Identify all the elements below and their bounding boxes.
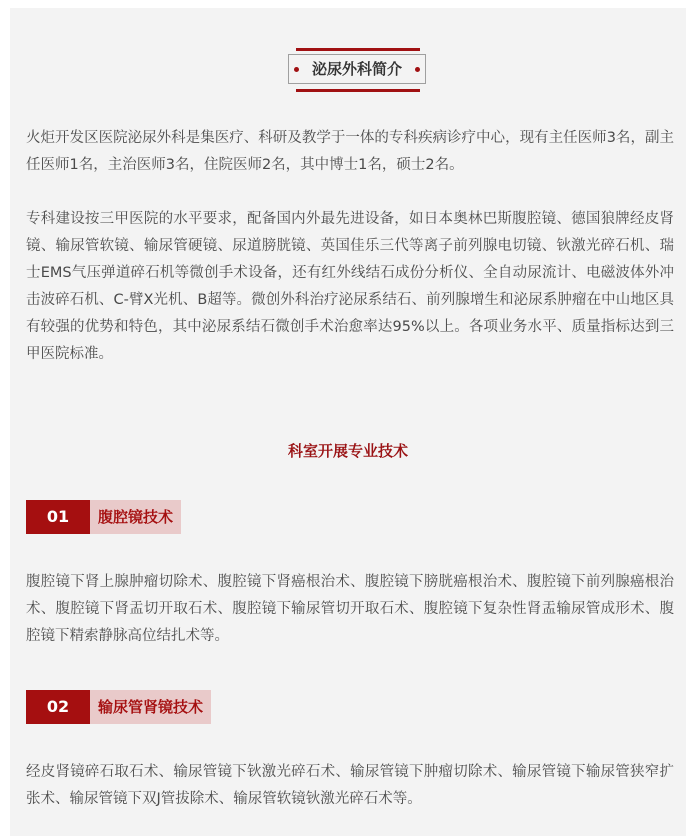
page-title: 泌尿外科简介 [311,60,402,78]
section-label: 输尿管肾镜技术 [90,690,211,724]
section-number-badge: 02 [26,690,90,724]
section-number-badge: 01 [26,500,90,534]
section-label: 腹腔镜技术 [90,500,181,534]
title-top-bar [296,48,420,51]
equipment-paragraph: 专科建设按三甲医院的水平要求，配备国内外最先进设备，如日本奥林巴斯腹腔镜、德国狼牌经皮肾镜、输尿管软镜、输尿管硬镜、尿道膀胱镜、英国佳乐三代等离子前列腺电切镜、钬激光碎石机、瑞士EMS气压弹道碎石机等微创手术设备，还有红外线结石成份分析仪、全自动尿流计、电磁波体外冲击波碎石机、C-臂X光机、B超等。微创外科治疗泌尿系结石、前列腺增生和泌尿系肿瘤在中山地区具有较强的优势和特色，其中泌尿系结石微创手术治愈率达95%以上。各项业务水平、质量指标达到三甲医院标准。 [26,211,674,362]
section-02-text: 经皮肾镜碎石取石术、输尿管镜下钬激光碎石术、输尿管镜下肿瘤切除术、输尿管镜下输尿管狭窄扩张术、输尿管镜下双J管拔除术、输尿管软镜钬激光碎石术等。 [26,764,674,807]
intro-paragraph: 火炬开发区医院泌尿外科是集医疗、科研及教学于一体的专科疾病诊疗中心，现有主任医师3名，副主任医师1名，主治医师3名，住院医师2名，其中博士1名，硕士2名。 [26,130,674,173]
title-frame [296,48,420,92]
section-heading: 科室开展专业技术 [287,442,408,460]
title-bottom-bar [296,89,420,92]
section-01-text: 腹腔镜下肾上腺肿瘤切除术、腹腔镜下肾癌根治术、腹腔镜下膀胱癌根治术、腹腔镜下前列腺癌根治术、腹腔镜下肾盂切开取石术、腹腔镜下输尿管切开取石术、腹腔镜下复杂性肾盂输尿管成形术、腹腔镜下精索静脉高位结扎术等。 [26,574,674,644]
title-inner-box [288,54,426,84]
article-card [10,8,686,836]
